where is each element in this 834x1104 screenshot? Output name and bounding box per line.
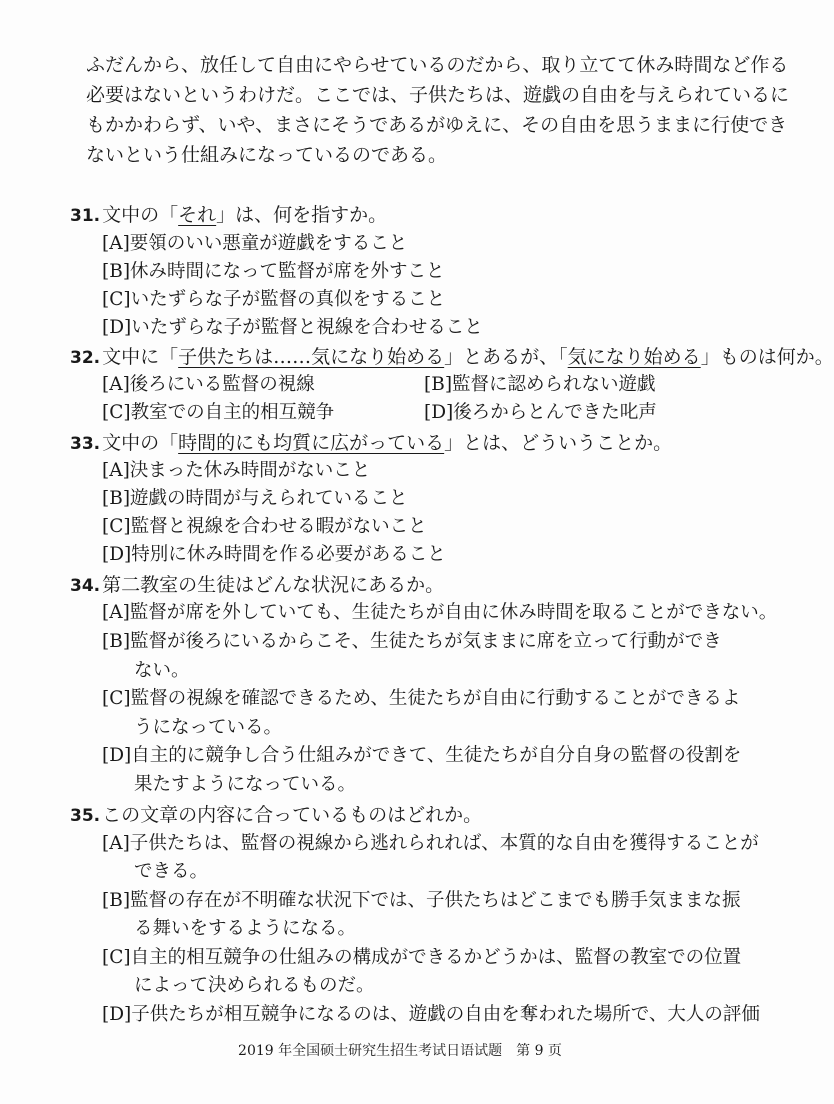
option-32-b: [B]監督に認められない遊戯 [424,374,656,395]
question-text: 」ものは何か。 [700,346,834,368]
option-35-c-cont: によって決められるものだ。 [134,975,375,996]
option-32-a: [A]後ろにいる監督の視線 [102,374,315,395]
option-35-a: [A]子供たちは、監督の視線から逃れられれば、本質的な自由を獲得することが [102,833,759,854]
option-33-c: [C]監督と視線を合わせる暇がないこと [102,516,427,537]
question-number: 34. [70,576,101,596]
question-text: 」とあるが、「 [444,346,568,368]
option-31-b: [B]休み時間になって監督が席を外すこと [102,261,445,282]
question-text: 」は、何を指すか。 [216,204,388,226]
option-35-a-cont: できる。 [134,861,209,882]
question-35 [70,800,482,827]
option-34-a: [A]監督が席を外していても、生徒たちが自由に休み時間を取ることができない。 [102,602,778,623]
option-32-c: [C]教室での自主的相互競争 [102,402,335,423]
question-text: この文章の内容に合っているものはどれか。 [102,804,483,826]
passage-line: ふだんから、放任して自由にやらせているのだから、取り立てて休み時間など作る [86,54,789,76]
question-32 [70,342,834,369]
question-number: 32. [70,348,101,368]
option-34-b: [B]監督が後ろにいるからこそ、生徒たちが気ままに席を立って行動ができ [102,631,722,652]
passage-line: ないという仕組みになっているのである。 [86,144,448,166]
question-text: 文中の「 [102,432,179,454]
option-32-d: [D]後ろからとんできた叱声 [424,402,657,423]
question-number: 33. [70,434,101,454]
option-31-c: [C]いたずらな子が監督の真似をすること [102,289,446,310]
question-number: 35. [70,806,101,826]
question-31 [70,200,387,227]
option-34-b-cont: ない。 [134,660,190,681]
question-text: 文中に「 [102,346,179,368]
option-34-c: [C]監督の視線を確認できるため、生徒たちが自由に行動することができるよ [102,688,741,709]
option-33-b: [B]遊戯の時間が与えられていること [102,488,408,509]
passage-paragraph [86,50,790,170]
option-33-a: [A]決まった休み時間がないこと [102,460,371,481]
question-33 [70,428,672,455]
question-text: 」とは、どういうことか。 [444,432,673,454]
option-33-d: [D]特別に休み時間を作る必要があること [102,544,446,565]
underlined-phrase: それ [178,204,217,226]
underlined-phrase: 時間的にも均質に広がっている [178,432,445,454]
option-35-c: [C]自主的相互競争の仕組みの構成ができるかどうかは、監督の教室での位置 [102,947,742,968]
option-35-d: [D]子供たちが相互競争になるのは、遊戯の自由を奪われた場所で、大人の評価 [102,1004,760,1025]
option-35-b-cont: る舞いをするようになる。 [134,918,357,939]
question-text: 文中の「 [102,204,179,226]
option-34-d: [D]自主的に競争し合う仕組みができて、生徒たちが自分自身の監督の役割を [102,745,742,766]
option-34-d-cont: 果たすようになっている。 [134,774,357,795]
question-34 [70,570,444,597]
option-31-a: [A]要領のいい悪童が遊戯をすること [102,233,408,254]
page-footer: 2019 年全国硕士研究生招生考试日语试题 第 9 页 [238,1043,562,1059]
passage-line: もかかわらず、いや、まさにそうであるがゆえに、その自由を思うままに行使でき [86,114,788,136]
question-text: 第二教室の生徒はどんな状況にあるか。 [102,574,445,596]
underlined-phrase: 子供たちは……気になり始める [178,346,445,368]
passage-line: 必要はないというわけだ。ここでは、子供たちは、遊戯の自由を与えられているに [86,84,790,106]
option-34-c-cont: うになっている。 [134,717,283,738]
option-35-b: [B]監督の存在が不明確な状況下では、子供たちはどこまでも勝手気ままな振 [102,890,741,911]
underlined-phrase: 気になり始める [567,346,701,368]
option-31-d: [D]いたずらな子が監督と視線を合わせること [102,317,483,338]
question-number: 31. [70,206,101,226]
